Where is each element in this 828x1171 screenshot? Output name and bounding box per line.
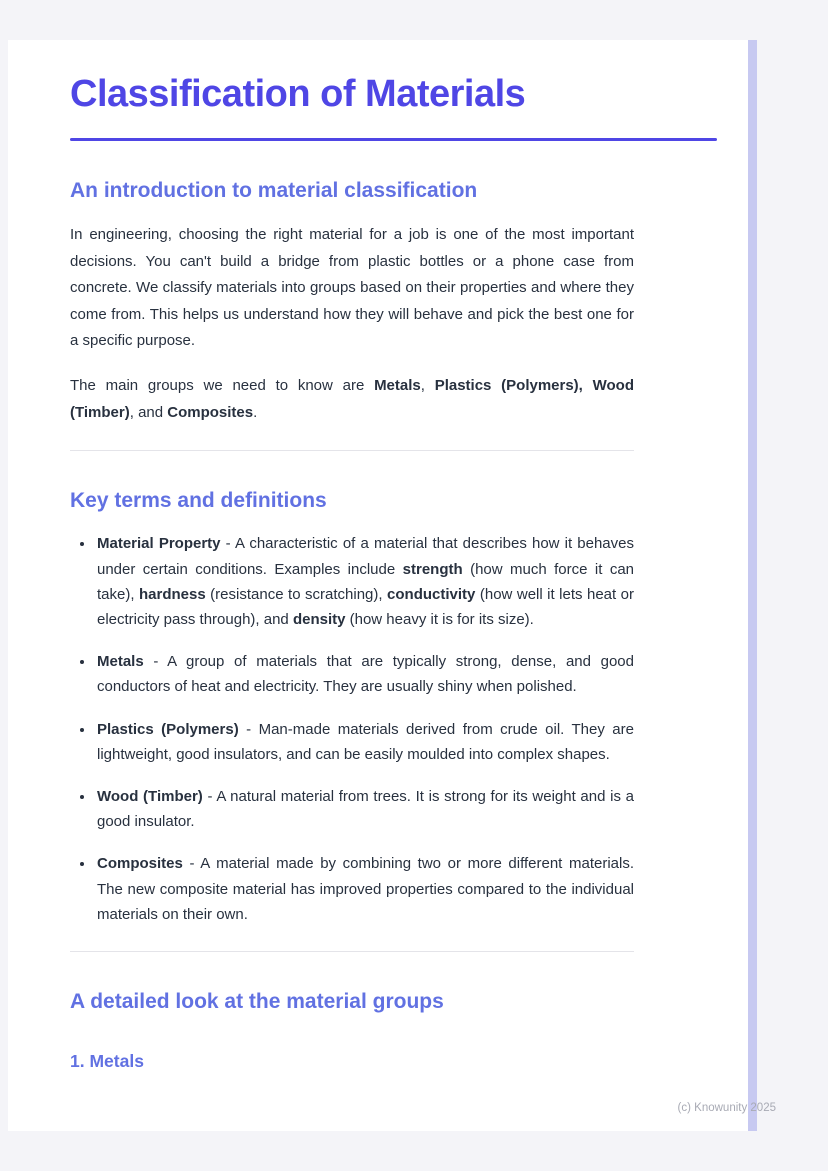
page-title: Classification of Materials [70, 73, 526, 115]
section-heading-key-terms: Key terms and definitions [70, 489, 327, 513]
intro-paragraph: In engineering, choosing the right material for a job is one of the most important decisions. You can't build a bridge from plastic bottles or a phone case from concrete. We classify materials into groups based on their properties and where they come from. This helps us understand how they will behave and pick the best one for a specific purpose. [70, 225, 634, 350]
list-item-plastics: • Plastics (Polymers) - Man-made materials derived from crude oil. They are lightweight, good insulators, and can be easily moulded into complex shapes. [95, 717, 634, 767]
section-divider [70, 951, 634, 952]
key-terms-list [70, 531, 634, 927]
list-item-wood: • Wood (Timber) - A natural material from trees. It is strong for its weight and is a good insulator. [95, 784, 634, 834]
list-item-metals: • Metals - A group of materials that are typically strong, dense, and good conductors of heat and electricity. They are usually shiny when polished. [95, 649, 634, 699]
copyright-footer: (c) Knowunity 2025 [677, 1102, 776, 1114]
list-item-material-property: • Material Property - A characteristic of a material that describes how it behaves under certain conditions. Examples include strength (how much force it can take), hardness (resistance to scratching), conductivity (how well it lets heat or electricity pass through), and density (how heavy it is for its size). [95, 531, 634, 632]
document-page [8, 40, 748, 1131]
main-groups-paragraph: The main groups we need to know are Metals, Plastics (Polymers), Wood (Timber), and Composites. [70, 376, 634, 421]
title-divider-rule [70, 138, 717, 141]
section-heading-detailed-look: A detailed look at the material groups [70, 989, 444, 1013]
list-item-composites: • Composites - A material made by combining two or more different materials. The new composite material has improved properties compared to the individual materials on their own. [95, 851, 634, 927]
page-accent-bar [748, 40, 757, 1131]
section-heading-introduction: An introduction to material classification [70, 178, 478, 202]
section-divider [70, 450, 634, 451]
page-content [8, 40, 634, 1072]
subsection-heading-metals: 1. Metals [70, 1051, 144, 1072]
